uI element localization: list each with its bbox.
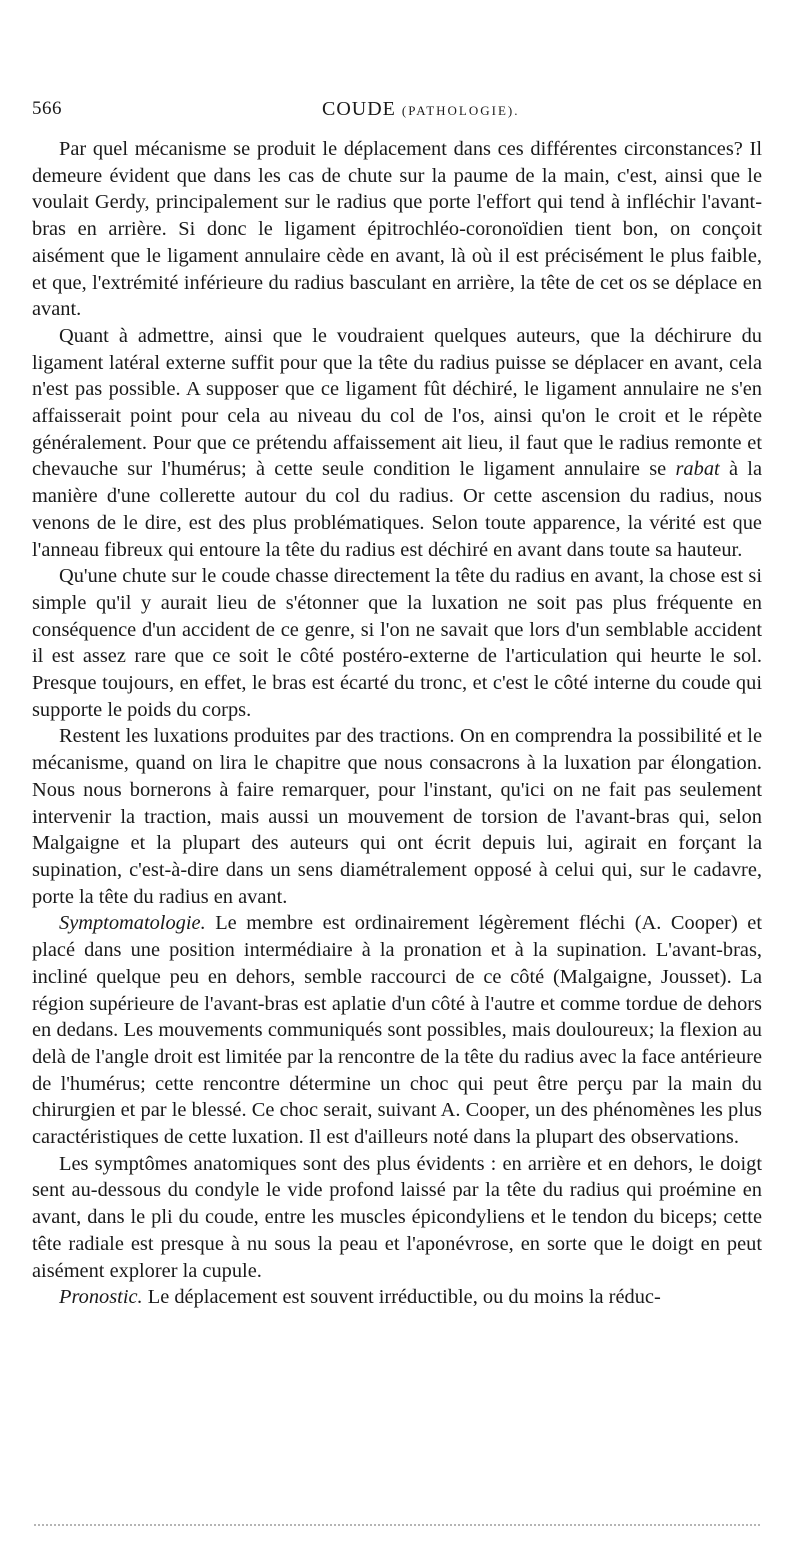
section-heading-symptomatology: Symptomatologie.	[59, 912, 206, 935]
paragraph-symptomatology	[32, 910, 762, 1150]
paragraph-prognosis	[32, 1284, 762, 1311]
paragraph-anatomical-symptoms: Les symptômes anatomiques sont des plus évidents : en arrière et en dehors, le doigt sent au-dessous du condyle le vide profond laissé par la tête du radius qui proémine en avant, dans le pli du coude, entre les muscles épicondyliens et le tendon du biceps; cette tête radiale est presque à nu sous la peau et l'aponévrose, en sorte que le doigt en peut aisément explorer la cupule.	[32, 1152, 762, 1282]
paragraph-prognosis-text: Le déplacement est souvent irréductible, ou du moins la réduc-	[142, 1286, 661, 1309]
paragraph-lateral-ligament-part2: à la manière d'une collerette autour du col du radius. Or cette ascension du radius, nous venons de le dire, est des plus problématiques. Selon toute apparence, la vérité est que l'anneau fibreux qui entoure la tête du radius est déchiré en avant dans toute sa hauteur.	[32, 458, 762, 561]
section-heading-prognosis: Pronostic.	[59, 1286, 143, 1309]
page-header	[32, 98, 762, 128]
running-subtitle: (PATHOLOGIE).	[401, 103, 520, 118]
paragraph-traction-luxations: Restent les luxations produites par des tractions. On en comprendra la possibilité et le mécanisme, quand on lira le chapitre que nous consacrons à la luxation par élongation. Nous nous bornerons à faire remarquer, pour l'instant, qu'ici on ne fait pas seulement intervenir la traction, mais aussi un mouvement de torsion de l'avant-bras qui, selon Malgaigne et la plupart des auteurs qui ont écrit depuis lui, agirait en forçant la supination, c'est-à-dire dans un sens diamétralement opposé à celui qui, sur le cadavre, porte la tête du radius en avant.	[32, 725, 762, 908]
page-number: 566	[32, 98, 62, 119]
paragraph-symptomatology-text: Le membre est ordinairement légèrement fléchi (A. Cooper) et placé dans une position intermédiaire à la pronation et à la supination. L'avant-bras, incliné quelque peu en dehors, semble raccourci de ce côté (Malgaigne, Jousset). La région supérieure de l'avant-bras est aplatie d'un côté à l'autre et comme tordue de dehors en dedans. Les mouvements communiqués sont possibles, mais douloureux; la flexion au delà de l'angle droit est limitée par la rencontre de la tête du radius avec la face antérieure de l'humérus; cette rencontre détermine un choc qui peut être perçu par la main du chirurgien et par le blessé. Ce choc serait, suivant A. Cooper, un des phénomènes les plus caractéristiques de cette luxation. Il est d'ailleurs noté dans la plupart des observations.	[32, 912, 763, 1149]
running-title: COUDE	[322, 98, 396, 120]
body-text	[32, 136, 762, 1311]
paragraph-mechanism: Par quel mécanisme se produit le déplacement dans ces différentes circonstances? Il demeure évident que dans les cas de chute sur la paume de la main, c'est, ainsi que le voulait Gerdy, principalement sur le radius que porte l'effort qui tend à infléchir l'avant-bras en arrière. Si donc le ligament épitrochléo-coronoïdien tient bon, on conçoit aisément que le ligament annulaire cède en avant, là où il est précisément le plus faible, et que, l'extrémité inférieure du radius basculant en arrière, la tête de cet os se déplace en avant.	[32, 138, 762, 321]
paragraph-lateral-ligament-part1: Quant à admettre, ainsi que le voudraient quelques auteurs, que la déchirure du ligament latéral externe suffit pour que la tête du radius puisse se déplacer en avant, cela n'est pas possible. A supposer que ce ligament fût déchiré, le ligament annulaire ne s'en affaisserait point pour cela au niveau du col de l'os, ainsi qu'on le croit et le répète généralement. Pour que ce prétendu affaissement ait lieu, il faut que le radius remonte et chevauche sur l'humérus; à cette seule condition le ligament annulaire se	[32, 324, 762, 481]
running-head	[322, 98, 520, 121]
paragraph-fall-on-elbow: Qu'une chute sur le coude chasse directement la tête du radius en avant, la chose est si simple qu'il y aurait lieu de s'étonner que la luxation ne soit pas plus fréquente en conséquence d'un accident de ce genre, si l'on ne savait que lors d'un semblable accident il est assez rare que ce soit le côté postéro-externe de l'articulation qui heurte le sol. Presque toujours, en effet, le bras est écarté du tronc, et c'est le côté interne du coude qui supporte le poids du corps.	[32, 565, 762, 721]
emphasis-rabat: rabat	[675, 458, 720, 481]
paragraph-lateral-ligament	[32, 323, 762, 563]
footer-bleed-through-line	[34, 1524, 760, 1526]
